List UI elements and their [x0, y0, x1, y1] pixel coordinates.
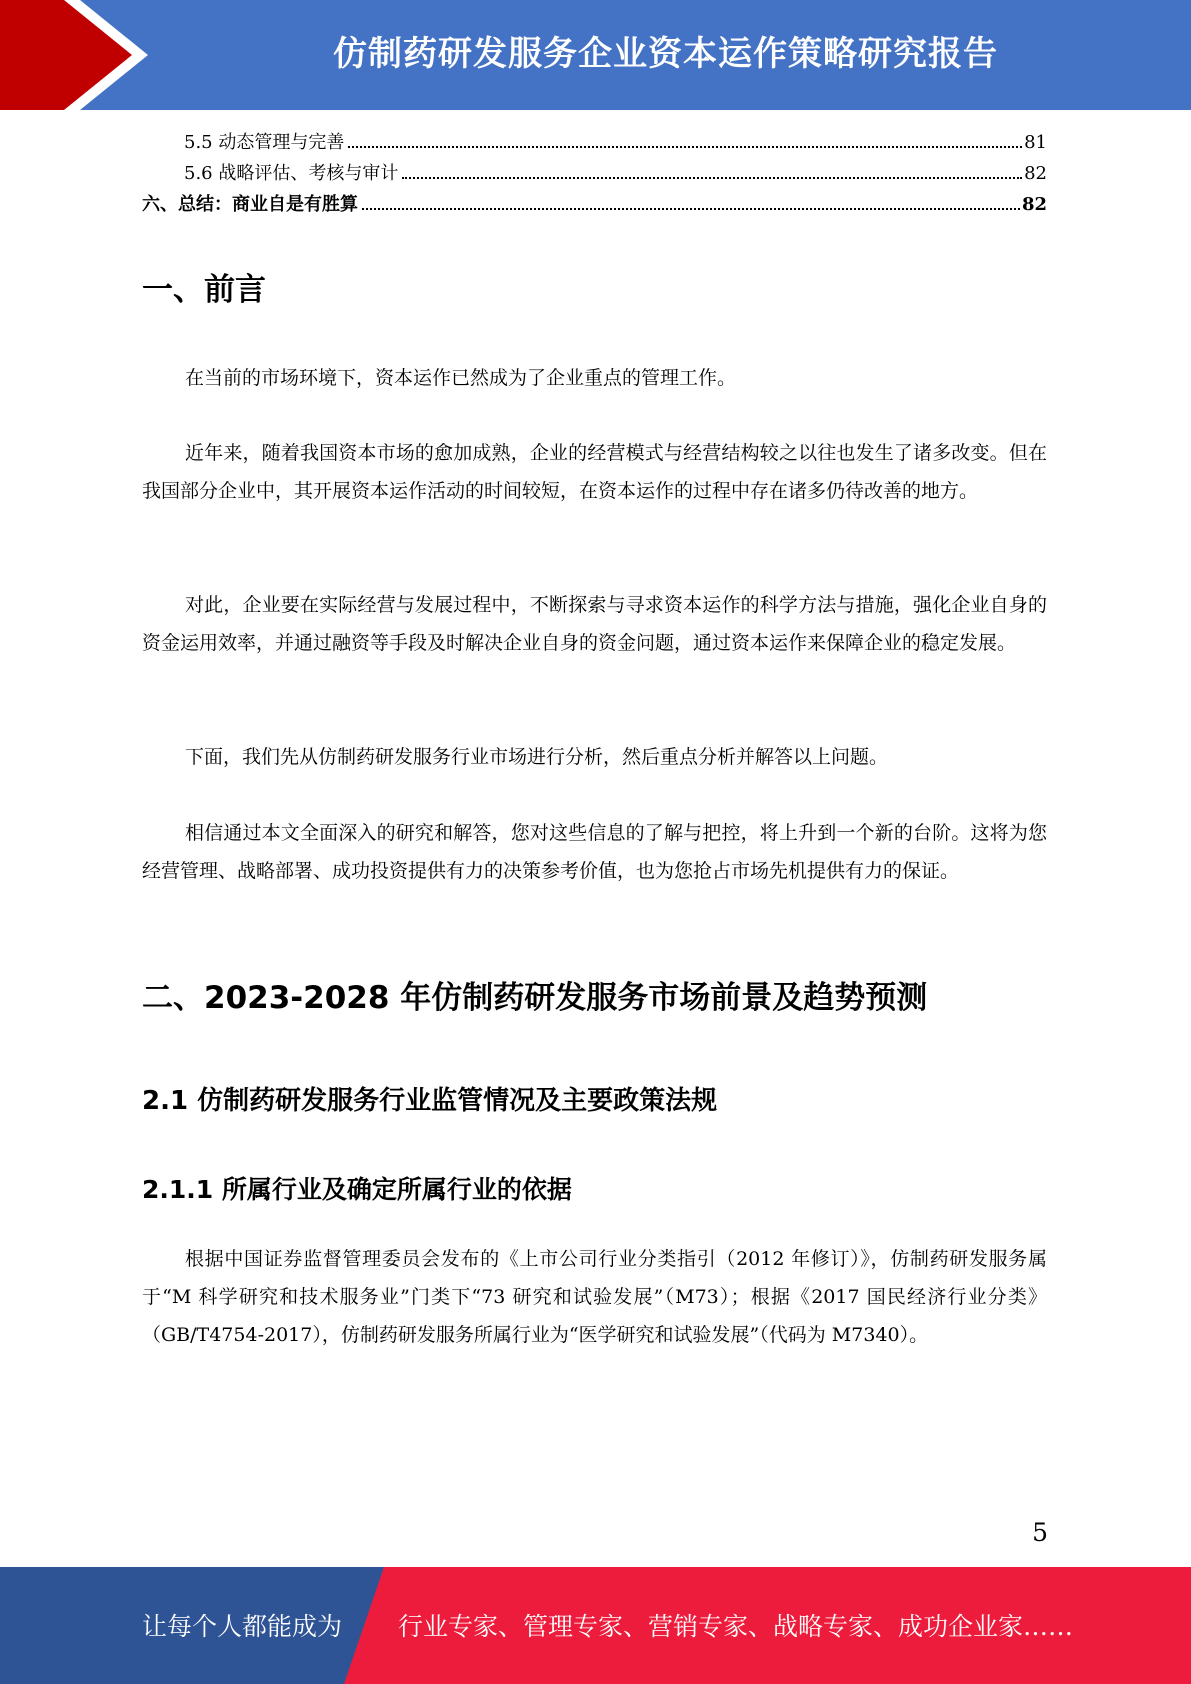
footer-slogan-right: 行业专家、管理专家、营销专家、战略专家、成功企业家…… [398, 1612, 1074, 1641]
section-heading-market-outlook: 二、2023-2028 年仿制药研发服务市场前景及趋势预测 [142, 980, 928, 1016]
toc-item[interactable] [142, 159, 1047, 190]
paragraph: 近年来，随着我国资本市场的愈加成熟，企业的经营模式与经营结构较之以往也发生了诸多改变。但在我国部分企业中，其开展资本运作活动的时间较短，在资本运作的过程中存在诸多仍待改善的地方。 [142, 442, 1047, 502]
table-of-contents [142, 128, 1047, 221]
paragraph: 根据中国证券监督管理委员会发布的《上市公司行业分类指引（2012 年修订）》，仿制药研发服务属于“M 科学研究和技术服务业”门类下“73 研究和试验发展”（M73）；根据《2017 国民经济行业分类》（GB/T4754-2017），仿制药研发服务所属行业为“医学研究和试验发展”（代码为 M7340）。 [142, 1248, 1047, 1346]
toc-item-label: 六、总结：商业自是有胜算 [142, 194, 358, 215]
paragraph: 在当前的市场环境下，资本运作已然成为了企业重点的管理工作。 [185, 367, 737, 389]
footer-slogan-left: 让每个人都能成为 [142, 1612, 343, 1641]
toc-item-page: 81 [1024, 132, 1047, 153]
subsubsection-heading: 2.1.1 所属行业及确定所属行业的依据 [142, 1175, 572, 1204]
toc-item[interactable] [142, 190, 1047, 221]
footer-banner [0, 1567, 1191, 1684]
toc-item-label: 5.5 动态管理与完善 [184, 132, 345, 153]
toc-item[interactable] [142, 128, 1047, 159]
page-number: 5 [1032, 1518, 1048, 1547]
subsection-heading: 2.1 仿制药研发服务行业监管情况及主要政策法规 [142, 1086, 718, 1116]
toc-item-page: 82 [1024, 163, 1047, 184]
toc-leader-dots [362, 208, 1020, 210]
paragraph: 下面，我们先从仿制药研发服务行业市场进行分析，然后重点分析并解答以上问题。 [185, 746, 889, 768]
toc-leader-dots [348, 146, 1022, 148]
paragraph: 对此，企业要在实际经营与发展过程中，不断探索与寻求资本运作的科学方法与措施，强化企业自身的资金运用效率，并通过融资等手段及时解决企业自身的资金问题，通过资本运作来保障企业的稳定发展。 [142, 594, 1047, 654]
header-arrow-icon [0, 0, 160, 110]
paragraph: 相信通过本文全面深入的研究和解答，您对这些信息的了解与把控，将上升到一个新的台阶。这将为您经营管理、战略部署、成功投资提供有力的决策参考价值，也为您抢占市场先机提供有力的保证。 [142, 822, 1047, 882]
section-heading-preface: 一、前言 [142, 272, 266, 308]
toc-leader-dots [402, 177, 1022, 179]
report-title: 仿制药研发服务企业资本运作策略研究报告 [333, 34, 998, 74]
toc-item-page: 82 [1021, 194, 1047, 215]
header-banner [0, 0, 1191, 110]
toc-item-label: 5.6 战略评估、考核与审计 [184, 163, 399, 184]
